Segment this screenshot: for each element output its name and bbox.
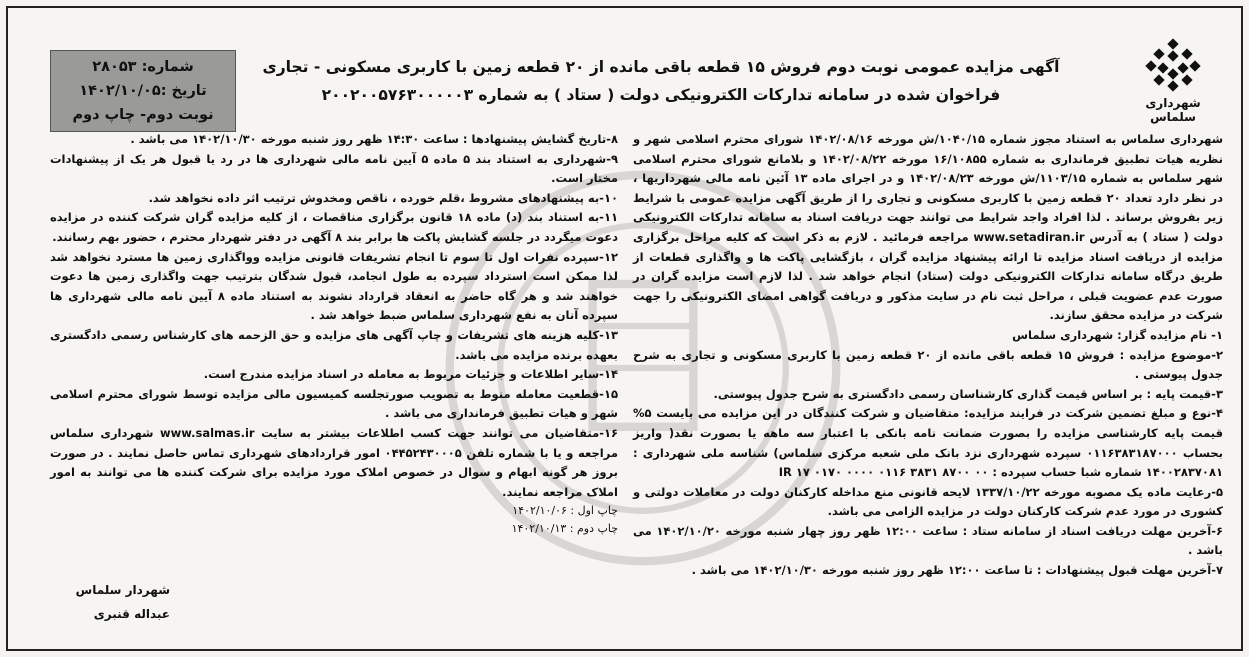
municipality-logo [1123,38,1223,128]
item16-text-continued: شهرداری سلماس مراجعه و یا با شماره تلفن ۰۴۴۵۲۴۳۰۰۰۵ امور قراردادهای شهرداری تماس حاصل نمایند . در صورت بروز هر گونه ابهام و سوال در خصوص املاک مورد مزایده برای شرکت کننده ها می توانند به امور املاک مراجعه نمایند. [50,425,618,499]
condition-item-5: ۵-رعایت ماده یک مصوبه مورخه ۱۳۳۷/۱۰/۲۲ لایحه قانونی منع مداخله کارکنان دولت در معاملات دولتی و کشوری در مورد عدم شرکت کارکنان دولت در مزایده الزامی می باشد. [633,484,1223,519]
intro-text-continued: مراجعه فرمائید . لازم به ذکر است که کلیه مراحل برگزاری مزایده از دریافت اسناد مزایده تا ارائه پیشنهاد مزایده گران ، بازگشایی پاکت ها و واگذاری قطعات از طریق درگاه سامانه تدارکات الکترونیکی دولت (ستاد) انجام خواهد شد . لذا لازم است مزایده گران در صورت عدم عضویت قبلی ، مراحل ثبت نام در سایت مذکور و دریافت گواهی امضای الکترونیکی را جهت شرکت در مزایده محقق سازند. [633,229,1223,323]
condition-item-11: ۱۱-به استناد بند (د) ماده ۱۸ قانون برگزاری مناقصات ، از کلیه مزایده گران شرکت کننده در مزایده دعوت میگردد در جلسه گشایش پاکت ها برابر بند ۸ آگهی در دفتر شهردار محترم ، حضور بهم رسانند. [50,210,619,244]
advertisement-title [251,53,1071,109]
salmas-website-link[interactable]: www.salmas.ir [159,425,255,440]
condition-item-7: ۷-آخرین مهلت قبول پیشنهادات : تا ساعت ۱۲:۰۰ ظهر روز شنبه مورخه ۱۴۰۲/۱۰/۳۰ می باشد . [691,563,1223,578]
title-line-1: آگهی مزایده عمومی نوبت دوم فروش ۱۵ قطعه باقی مانده از ۲۰ قطعه زمین با کاربری مسکونی - تجاری [262,58,1060,76]
condition-item-16 [50,424,618,502]
left-column [50,130,618,538]
condition-item-1: ۱- نام مزایده گزار: شهرداری سلماس [1012,327,1223,342]
condition-item-4: ۴-نوع و مبلغ تضمین شرکت در فرایند مزایده: متقاضیان و شرکت کنندگان در این مزایده می بایست ۵% قیمت پایه کارشناسی مزایده را بصورت ضمانت نامه بانکی با اعتبار سه ماهه یا بصورت نقد( واریز بحساب ۰۱۱۶۳۸۳۱۸۷۰۰۰ سپرده شهرداری نزد بانک ملی شعبه مرکزی سلماس) شناسه ملی شهرداری : ۱۴۰۰۲۸۳۷۰۸۱ شماره شبا حساب سپرده : IR ۱۷ ۰۱۷۰ ۰۰۰۰ ۰۱۱۶ ۳۸۳۱ ۸۷۰۰ ۰۰ [633,406,1224,480]
signature-name: عبداله قنبری [93,607,170,621]
intro-paragraph [633,130,1223,326]
advertisement-frame [6,6,1243,651]
signature-title: شهردار سلماس [75,583,170,597]
condition-item-10: ۱۰-به پیشنهادهای مشروط ،قلم خورده ، ناقص ومخدوش ترتیب اثر داده نخواهد شد. [148,190,618,205]
ad-round: نوبت دوم- چاپ دوم [72,107,214,123]
condition-item-14: ۱۴-سایر اطلاعات و جزئیات مربوط به معامله در اسناد مزایده مندرج است. [203,367,618,382]
intro-text: شهرداری سلماس به استناد مجوز شماره ۱۰۴۰/۱۵/ش مورخه ۱۴۰۲/۰۸/۱۶ شورای محترم اسلامی شهر و نظریه هیات تطبیق فرمانداری به شماره ۱۶/۱۰۸۵۵ مورخه ۱۴۰۲/۰۸/۲۲ و بلامانع شورای محترم اسلامی شهر سلماس به شماره ۱۱۰۳/۱۵/ش مورخه ۱۴۰۲/۰۸/۲۳ و در اجرای ماده ۱۳ آئین نامه مالی شهرداریها ، در نظر دارد تعداد ۲۰ قطعه زمین با کاربری مسکونی و تجاری را از طریق آگهی مزایده عمومی با شرایط زیر بفروش برساند . لذا افراد واجد شرایط می توانند جهت دریافت اسناد به سامانه تدارکات الکترونیکی دولت ( ستاد ) به آدرس [633,132,1224,244]
logo-caption: شهرداری سلماس [1145,96,1201,124]
first-print-date: چاپ اول : ۱۴۰۲/۱۰/۰۶ [512,504,618,518]
title-line-2: فراخوان شده در سامانه تدارکات الکترونیکی دولت ( ستاد ) به شماره ۲۰۰۲۰۰۵۷۶۳۰۰۰۰۰۳ [321,86,1001,104]
condition-item-6: ۶-آخرین مهلت دریافت اسناد از سامانه ستاد : ساعت ۱۲:۰۰ ظهر روز چهار شنبه مورخه ۱۴۰۲/۱۰/۲۰ می باشد . [633,523,1223,558]
number-box [50,50,236,132]
header [8,8,1241,133]
ad-date: تاریخ :۱۴۰۲/۱۰/۰۵ [79,83,207,99]
condition-item-2: ۲-موضوع مزایده : فروش ۱۵ قطعه باقی مانده از ۲۰ قطعه زمین با کاربری مسکونی و تجاری به شرح جدول پیوستی . [633,347,1223,382]
ad-number: شماره: ۲۸۰۵۳ [92,59,194,75]
condition-item-9: ۹-شهرداری به استناد بند ۵ ماده ۵ آیین نامه مالی شهرداری ها در رد یا قبول هر یک از پیشنهادات مختار است. [50,151,619,186]
condition-item-13: ۱۳-کلیه هزینه های تشریفات و چاپ آگهی های مزایده و حق الزحمه های کارشناس رسمی دادگستری بعهده برنده مزایده می باشد. [50,327,618,362]
condition-item-3: ۳-قیمت پایه : بر اساس قیمت گذاری کارشناسان رسمی دادگستری به شرح جدول پیوستی. [713,386,1223,401]
condition-item-8: ۸-تاریخ گشایش پیشنهادها : ساعت ۱۴:۳۰ ظهر روز شنبه مورخه ۱۴۰۲/۱۰/۳۰ می باشد . [130,132,618,146]
right-column [633,130,1223,581]
condition-item-15: ۱۵-قطعیت معامله منوط به تصویب صورتجلسه کمیسیون مالی مزایده توسط شورای محترم اسلامی شهر و هیات تطبیق فرمانداری می باشد . [50,386,618,421]
second-print-date: چاپ دوم : ۱۴۰۲/۱۰/۱۳ [511,522,618,536]
condition-item-12: ۱۲-سپرده نفرات اول تا سوم تا انجام تشریفات قانونی مزایده وواگذاری زمین ها مسترد نخواهد شد لذا ممکن است استرداد سپرده به طول انجامد، قبول شدگان بترتیب جهت واگذاری زمین ها دعوت خواهند شد و هر گاه حاضر به انعقاد قرارداد نشوند به استناد ماده ۸ آیین نامه مالی شهرداری ها سپرده آنان به نفع شهرداری سلماس ضبط خواهد شد . [50,249,618,323]
signature-block [50,578,170,626]
salmas-municipality-logo-icon [1145,38,1201,94]
print-dates [50,502,618,538]
item16-text: ۱۶-متقاضیان می توانند جهت کسب اطلاعات بیشتر به سایت [261,425,619,440]
setad-website-link[interactable]: www.setadiran.ir [973,229,1085,244]
